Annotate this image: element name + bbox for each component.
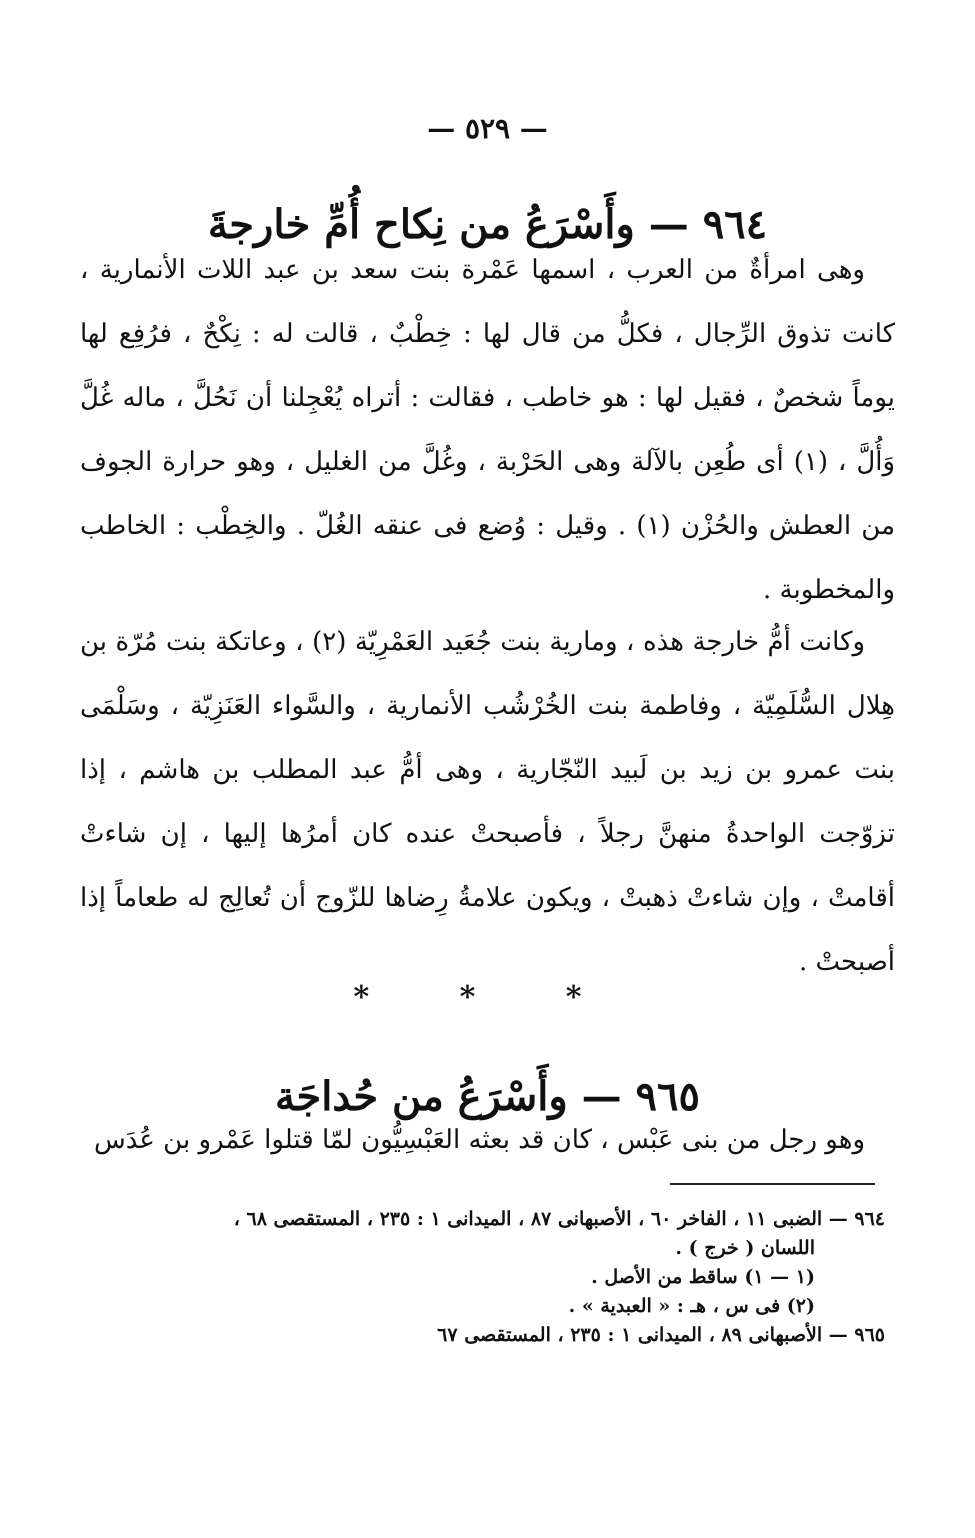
entry-title-965: ٩٦٥ — وأَسْرَعُ من حُداجَة bbox=[275, 1073, 700, 1121]
footnote-rule bbox=[670, 1183, 875, 1185]
paragraph: وكانت أمُّ خارجة هذه ، ومارية بنت جُعَيد العَمْرِيّة (٢) ، وعاتكة بنت مُرّة بن هِلال السُّلَمِيّة ، وفاطمة بنت الخُرْشُب الأنمارية ، والسَّواء العَنَزِيّة ، وسَلْمَى بنت عمرو بن زيد بن لَبيد النّجّارية ، وهى أمُّ عبد المطلب بن هاشم ، إذا تزوّجت الواحدةُ منهنَّ رجلاً ، فأصبحتْ عنده كان أمرُها إليها ، إن شاءتْ أقامتْ ، وإن شاءتْ ذهبتْ ، ويكون علامةُ رِضاها للزّوج أن تُعالِج له طعاماً إذا أصبحتْ . bbox=[80, 627, 895, 977]
paragraph: وهو رجل من بنى عَبْس ، كان قد بعثه العَبْسِيُّون لمّا قتلوا عَمْرو بن عُدَس bbox=[93, 1125, 865, 1155]
entry-title-964: ٩٦٤ — وأَسْرَعُ من نِكاح أُمِّ خارجةَ bbox=[207, 201, 768, 249]
entry-body-964-part2 bbox=[80, 610, 895, 994]
page-number: — ٥٢٩ — bbox=[427, 112, 548, 145]
entry-body-964-part1 bbox=[80, 238, 895, 622]
footnotes bbox=[165, 1205, 885, 1350]
footnote-line: ٩٦٥ — الأصبهانى ٨٩ ، الميدانى ١ : ٢٣٥ ، المستقصى ٦٧ bbox=[437, 1324, 885, 1346]
footnote-line: (١ — ١) ساقط من الأصل . bbox=[591, 1266, 815, 1288]
paragraph: وهى امرأةٌ من العرب ، اسمها عَمْرة بنت سعد بن عبد اللات الأنمارية ، كانت تذوق الرِّجال ، فكلُّ من قال لها : خِطْبٌ ، قالت له : نِكْحٌ ، فرُفِع لها يوماً شخصٌ ، فقيل لها : هو خاطب ، فقالت : أتراه يُعْجِلنا أن نَحُلَّ ، ماله غُلَّ وَأُلَّ ، (١) أى طُعِن بالآلة وهى الحَرْبة ، وغُلَّ من الغليل ، وهو حرارة الجوف من العطش والحُزْن (١) . وقيل : وُضع فى عنقه الغُلّ . والخِطْب : الخاطب والمخطوبة . bbox=[80, 255, 895, 605]
entry-body-965 bbox=[80, 1108, 895, 1172]
section-separator: * * * bbox=[353, 980, 622, 1015]
footnote-line: اللسان ( خرج ) . bbox=[675, 1237, 815, 1259]
footnote-line: ٩٦٤ — الضبى ١١ ، الفاخر ٦٠ ، الأصبهانى ٨٧ ، الميدانى ١ : ٢٣٥ ، المستقصى ٦٨ ، bbox=[233, 1208, 885, 1230]
footnote-line: (٢) فى س ، هـ : « العبدية » . bbox=[568, 1295, 815, 1317]
